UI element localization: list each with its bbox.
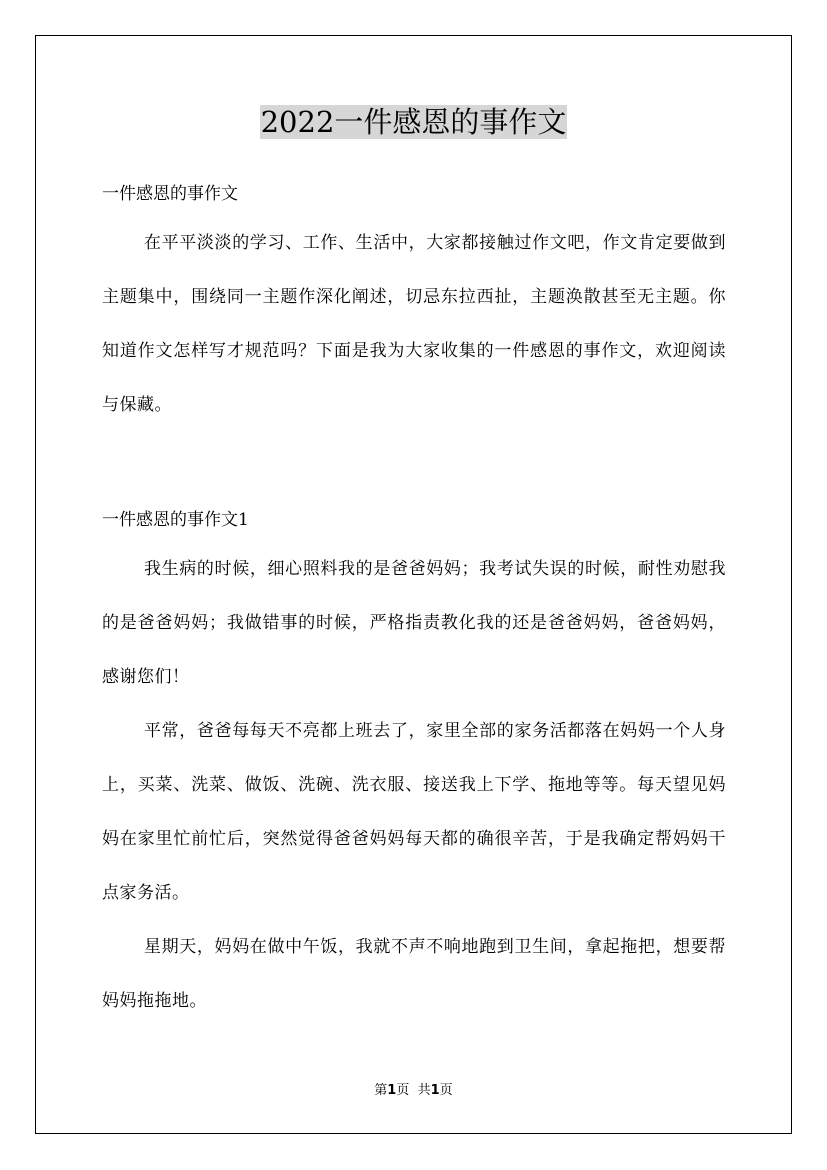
footer-page-suffix: 页 [396,1083,410,1098]
footer-total-number: 1 [430,1083,440,1098]
footer-page-number: 1 [387,1083,397,1098]
page-footer [0,1082,827,1100]
footer-total-prefix: 共 [417,1083,431,1098]
section1-heading: 一件感恩的事作文1 [102,510,249,530]
intro-heading: 一件感恩的事作文 [102,184,238,204]
body-paragraph-1: 我生病的时候，细心照料我的是爸爸妈妈；我考试失误的时候，耐性劝慰我的是爸爸妈妈；我做错事的时候，严格指责教化我的还是爸爸妈妈，爸爸妈妈，感谢您们！ [102,559,726,687]
section-gap [102,432,726,498]
intro-paragraph: 在平平淡淡的学习、工作、生活中，大家都接触过作文吧，作文肯定要做到主题集中，围绕同一主题作深化阐述，切忌东拉西扯，主题涣散甚至无主题。你知道作文怎样写才规范吗？下面是我为大家收集的一件感恩的事作文，欢迎阅读与保藏。 [102,233,726,415]
footer-total-suffix: 页 [439,1083,453,1098]
body-paragraph-2: 平常，爸爸每每天不亮都上班去了，家里全部的家务活都落在妈妈一个人身上，买菜、洗菜、做饭、洗碗、洗衣服、接送我上下学、拖地等等。每天望见妈妈在家里忙前忙后，突然觉得爸爸妈妈每天都的确很辛苦，于是我确定帮妈妈干点家务活。 [102,721,726,903]
footer-page-prefix: 第 [374,1083,388,1098]
document-title-text: 2022一件感恩的事作文 [260,105,567,139]
document-title [0,101,827,143]
body-paragraph-3: 星期天，妈妈在做中午饭，我就不声不响地跑到卫生间，拿起拖把，想要帮妈妈拖拖地。 [102,937,726,1011]
document-body [102,172,726,1028]
